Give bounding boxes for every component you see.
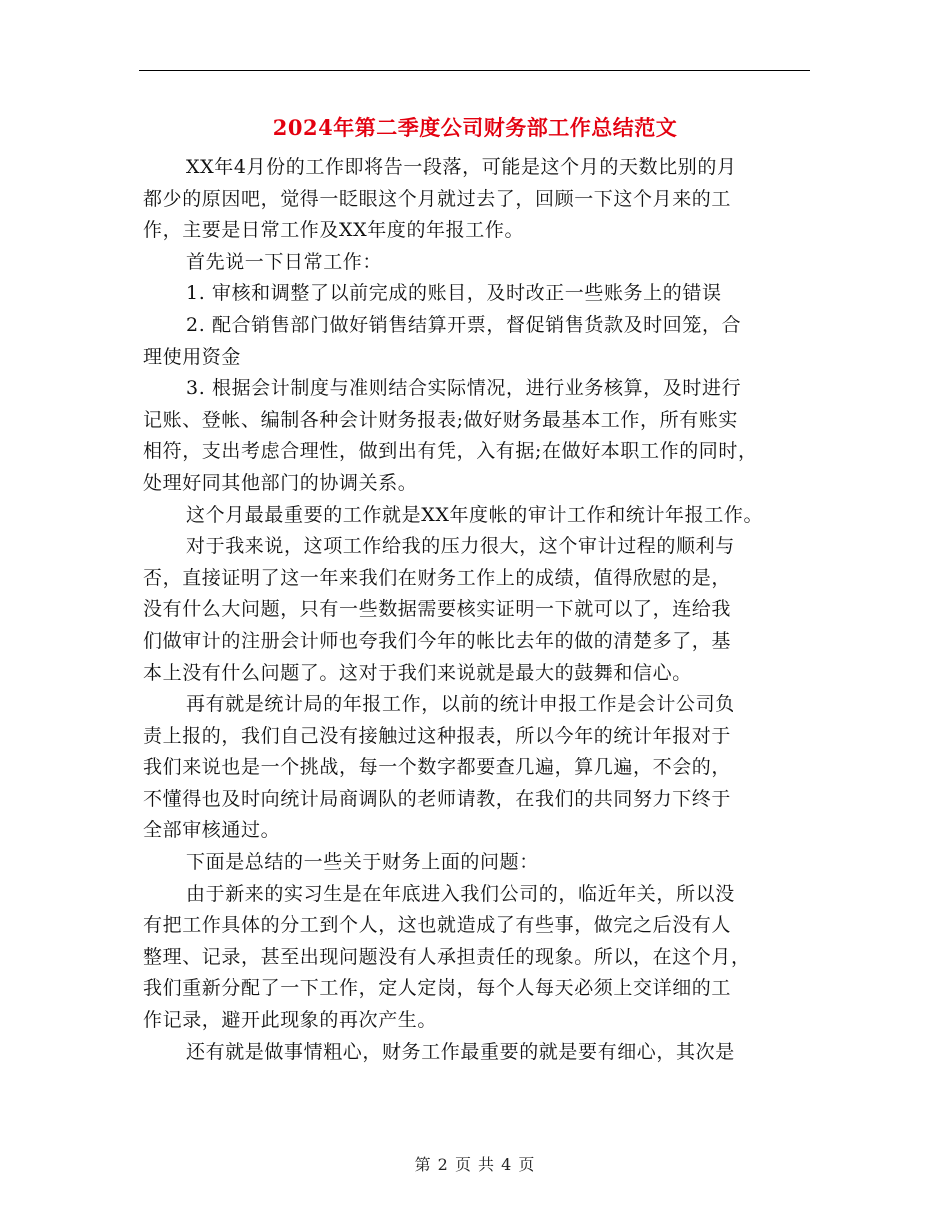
text-line: 由于新来的实习生是在年底进入我们公司的，临近年关，所以没 <box>186 882 735 905</box>
text-line: XX年4月份的工作即将告一段落，可能是这个月的天数比别的月 <box>186 156 737 178</box>
text-line: 相符，支出考虑合理性，做到出有凭，入有据;在做好本职工作的同时， <box>143 440 758 463</box>
text-line: 下面是总结的一些关于财务上面的问题： <box>186 851 539 874</box>
text-line: 对于我来说，这项工作给我的压力很大，这个审计过程的顺利与 <box>186 535 735 558</box>
text-line: 记账、登帐、编制各种会计财务报表;做好财务最基本工作，所有账实 <box>143 408 739 431</box>
header-rule <box>139 70 810 71</box>
document-title: 2024年第二季度公司财务部工作总结范文 <box>272 115 678 140</box>
text-line: 处理好同其他部门的协调关系。 <box>143 471 418 494</box>
text-line: 责上报的，我们自己没有接触过这种报表，所以今年的统计年报对于 <box>143 724 732 747</box>
text-line: 有把工作具体的分工到个人，这也就造成了有些事，做完之后没有人 <box>143 914 732 937</box>
text-line: 本上没有什么问题了。这对于我们来说就是最大的鼓舞和信心。 <box>143 661 692 684</box>
text-line: 没有什么大问题，只有一些数据需要核实证明一下就可以了，连给我 <box>143 598 732 621</box>
text-line: 3. 根据会计制度与准则结合实际情况，进行业务核算，及时进行 <box>186 377 742 400</box>
text-line: 再有就是统计局的年报工作，以前的统计申报工作是会计公司负 <box>186 693 735 716</box>
text-line: 我们重新分配了一下工作，定人定岗，每个人每天必须上交详细的工 <box>143 977 732 1000</box>
page-footer: 第 2 页 共 4 页 <box>414 1155 536 1174</box>
text-line: 整理、记录，甚至出现问题没有人承担责任的现象。所以，在这个月， <box>143 945 751 968</box>
text-line: 这个月最最重要的工作就是XX年度帐的审计工作和统计年报工作。 <box>186 503 764 526</box>
text-line: 我们来说也是一个挑战，每一个数字都要查几遍，算几遍，不会的， <box>143 756 732 779</box>
text-line: 还有就是做事情粗心，财务工作最重要的就是要有细心，其次是 <box>186 1040 735 1063</box>
text-line: 首先说一下日常工作： <box>186 250 383 273</box>
document-body <box>143 152 811 1068</box>
text-line: 们做审计的注册会计师也夸我们今年的帐比去年的做的清楚多了，基 <box>143 629 732 652</box>
text-line: 2. 配合销售部门做好销售结算开票，督促销售货款及时回笼，合 <box>186 313 742 336</box>
text-line: 全部审核通过。 <box>143 819 281 842</box>
text-line: 不懂得也及时向统计局商调队的老师请教，在我们的共同努力下终于 <box>143 787 732 810</box>
text-line: 作记录，避开此现象的再次产生。 <box>143 1009 438 1032</box>
text-line: 1. 审核和调整了以前完成的账目，及时改正一些账务上的错误 <box>186 282 722 305</box>
text-line: 都少的原因吧，觉得一眨眼这个月就过去了，回顾一下这个月来的工 <box>143 187 732 210</box>
text-line: 理使用资金 <box>143 345 242 368</box>
text-line: 否，直接证明了这一年来我们在财务工作上的成绩，值得欣慰的是， <box>143 566 732 589</box>
text-line: 作，主要是日常工作及XX年度的年报工作。 <box>143 219 525 242</box>
